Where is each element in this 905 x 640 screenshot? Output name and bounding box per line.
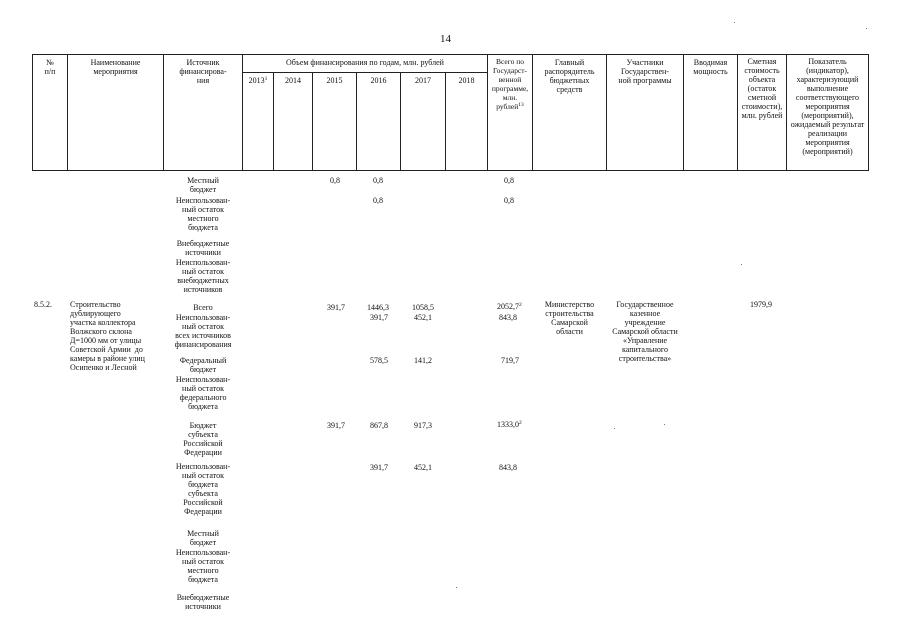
scan-speck xyxy=(866,28,867,29)
header-year-2013: 2013$^1$ xyxy=(248,76,268,85)
item-all-remainder-total: 843,8 xyxy=(499,313,517,322)
item-name: Строительство дублирующего участка коллектора Волжского склона Д=1000 мм от улицы Советской Армии до камеры в районе улиц Осипенко и Лесной xyxy=(70,300,145,372)
header-total: Всего по Государст- венной программе, млн. рублей$^{13}$ xyxy=(491,57,529,111)
page-number: 14 xyxy=(440,33,451,45)
header-name: Наименование мероприятия xyxy=(90,58,141,76)
col-border xyxy=(868,54,869,171)
item-source-regional-remainder: Неиспользован- ный остаток бюджета субъекта Российской Федерации xyxy=(175,462,231,516)
item-participant: Государственное казенное учреждение Самарской области «Управление капитального строительства» xyxy=(612,300,678,363)
header-funding-group: Объем финансирования по годам, млн. рублей xyxy=(286,58,444,67)
header-bottom-rule xyxy=(32,170,868,171)
item-source-regional: Бюджет субъекта Российской Федерации xyxy=(183,421,223,457)
col-border xyxy=(400,72,401,171)
prev-source-extrabudget: Внебюджетные источники xyxy=(176,239,230,257)
item-total-2016: 1446,3 xyxy=(367,303,389,312)
header-year-2017: 2017 xyxy=(415,76,431,85)
item-all-remainder-2016: 391,7 xyxy=(370,313,388,322)
item-manager: Министерство строительства Самарской области xyxy=(544,300,595,336)
item-total-2017: 1058,5 xyxy=(412,303,434,312)
prev-local-2015: 0,8 xyxy=(330,176,340,185)
item-federal-total: 719,7 xyxy=(501,356,519,365)
item-total-total: 2052,7$^2$ xyxy=(497,302,522,311)
item-federal-2016: 578,5 xyxy=(370,356,388,365)
header-estimated-cost: Сметная стоимость объекта (остаток сметной стоимости), млн. рублей xyxy=(741,57,783,120)
header-top-rule xyxy=(32,54,868,55)
scan-speck xyxy=(734,22,735,23)
header-year-2016: 2016 xyxy=(370,76,387,85)
scan-speck xyxy=(664,424,665,425)
item-federal-2017: 141,2 xyxy=(414,356,432,365)
col-border xyxy=(445,72,446,171)
prev-source-local: Местный бюджет xyxy=(187,176,219,194)
item-source-local: Местный бюджет xyxy=(187,529,219,547)
prev-local-2016: 0,8 xyxy=(373,176,383,185)
scan-speck xyxy=(614,428,615,429)
col-border xyxy=(273,72,274,171)
item-source-extrabudget: Внебюджетные источники xyxy=(176,593,230,611)
prev-source-local-remainder: Неиспользован- ный остаток местного бюджета xyxy=(175,196,231,232)
year-row-rule xyxy=(242,72,487,73)
item-regional-2016: 867,8 xyxy=(370,421,388,430)
item-regional-2015: 391,7 xyxy=(327,421,345,430)
item-source-federal-remainder: Неиспользован- ный остаток федерального бюджета xyxy=(175,375,231,411)
col-border xyxy=(356,72,357,171)
header-indicator: Показатель (индикатор), характеризующий выполнение соответствующего мероприятия (мероприятий), ожидаемый результат реализации мероприятия (мероприятий) xyxy=(790,57,865,156)
item-number: 8.5.2. xyxy=(34,300,52,309)
item-total-2015: 391,7 xyxy=(327,303,345,312)
item-all-remainder-2017: 452,1 xyxy=(414,313,432,322)
item-regional-remainder-total: 843,8 xyxy=(499,463,517,472)
header-participants: Участники Государствен- ной программы xyxy=(618,58,672,85)
header-source: Источник финансирова- ния xyxy=(179,58,227,85)
scan-speck xyxy=(456,587,457,588)
header-num: № п/п xyxy=(44,58,56,76)
header-year-2015: 2015 xyxy=(326,76,343,85)
item-regional-total: 1333,0$^2$ xyxy=(497,420,522,429)
header-year-2018: 2018 xyxy=(458,76,475,85)
prev-local-remainder-2016: 0,8 xyxy=(373,196,383,205)
scan-speck xyxy=(741,264,742,265)
header-year-2014: 2014 xyxy=(285,76,301,85)
prev-source-extrabudget-remainder: Неиспользован- ный остаток внебюджетных источников xyxy=(175,258,231,294)
item-estimated-cost: 1979,9 xyxy=(750,300,772,309)
col-border xyxy=(242,54,243,171)
item-regional-remainder-2016: 391,7 xyxy=(370,463,388,472)
item-regional-remainder-2017: 452,1 xyxy=(414,463,432,472)
item-regional-2017: 917,3 xyxy=(414,421,432,430)
prev-local-remainder-total: 0,8 xyxy=(504,196,514,205)
item-source-local-remainder: Неиспользован- ный остаток местного бюджета xyxy=(175,548,231,584)
item-source-federal: Федеральный бюджет xyxy=(179,356,227,374)
header-manager: Главный распорядитель бюджетных средств xyxy=(544,58,595,94)
col-border xyxy=(312,72,313,171)
prev-local-total: 0,8 xyxy=(504,176,514,185)
item-source-all-remainder: Неиспользован- ный остаток всех источников финансирования xyxy=(174,313,232,349)
header-capacity: Вводимая мощность xyxy=(693,58,728,76)
item-source-total: Всего xyxy=(193,303,213,312)
